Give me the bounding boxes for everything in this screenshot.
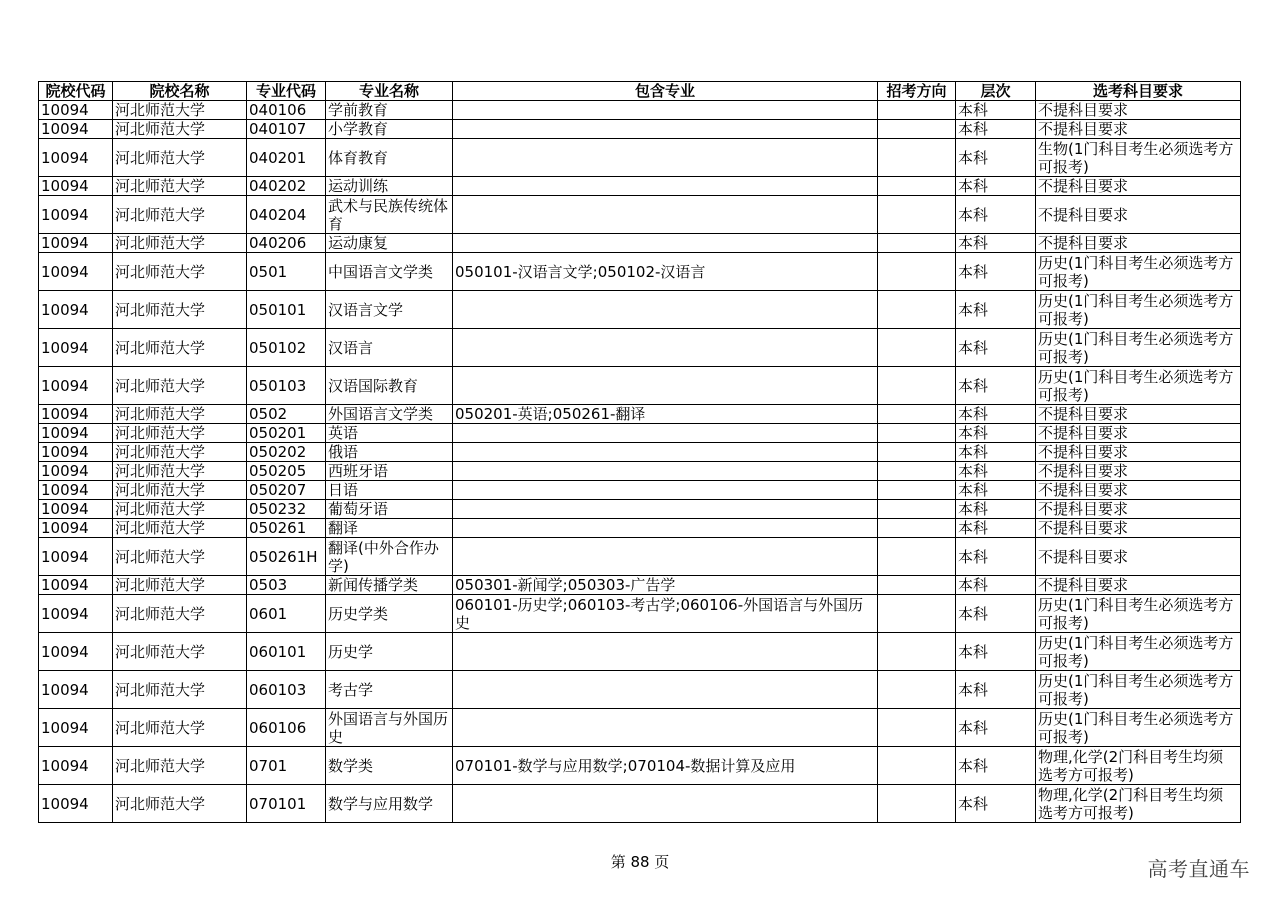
level-cell: 本科 xyxy=(956,538,1036,576)
table-row xyxy=(39,177,1241,196)
included-majors-cell xyxy=(453,671,878,709)
included-majors-cell xyxy=(453,424,878,443)
subject-requirement-cell: 不提科目要求 xyxy=(1036,462,1241,481)
direction-cell xyxy=(878,120,956,139)
level-cell: 本科 xyxy=(956,196,1036,234)
major-name-cell: 葡萄牙语 xyxy=(326,500,453,519)
table-row xyxy=(39,462,1241,481)
major-name-cell: 武术与民族传统体育 xyxy=(326,196,453,234)
table-row xyxy=(39,253,1241,291)
major-code-cell: 0503 xyxy=(247,576,326,595)
table-row xyxy=(39,234,1241,253)
subject-requirement-cell: 不提科目要求 xyxy=(1036,234,1241,253)
major-code-cell: 050102 xyxy=(247,329,326,367)
direction-cell xyxy=(878,443,956,462)
major-name-cell: 西班牙语 xyxy=(326,462,453,481)
table-row xyxy=(39,329,1241,367)
direction-cell xyxy=(878,405,956,424)
major-code-cell: 050205 xyxy=(247,462,326,481)
major-code-cell: 050202 xyxy=(247,443,326,462)
included-majors-cell: 050301-新闻学;050303-广告学 xyxy=(453,576,878,595)
major-code-cell: 050232 xyxy=(247,500,326,519)
major-code-cell: 050101 xyxy=(247,291,326,329)
included-majors-cell xyxy=(453,462,878,481)
school-code-cell: 10094 xyxy=(39,747,113,785)
major-code-cell: 040201 xyxy=(247,139,326,177)
school-code-cell: 10094 xyxy=(39,120,113,139)
school-name-cell: 河北师范大学 xyxy=(113,196,247,234)
table-row xyxy=(39,101,1241,120)
major-code-cell: 060101 xyxy=(247,633,326,671)
direction-cell xyxy=(878,785,956,823)
school-name-cell: 河北师范大学 xyxy=(113,709,247,747)
header-major-name: 专业名称 xyxy=(326,82,453,101)
level-cell: 本科 xyxy=(956,462,1036,481)
subject-requirement-cell: 历史(1门科目考生必须选考方可报考) xyxy=(1036,633,1241,671)
level-cell: 本科 xyxy=(956,120,1036,139)
school-code-cell: 10094 xyxy=(39,329,113,367)
table-body xyxy=(39,101,1241,823)
direction-cell xyxy=(878,291,956,329)
level-cell: 本科 xyxy=(956,234,1036,253)
table-row xyxy=(39,785,1241,823)
major-name-cell: 运动训练 xyxy=(326,177,453,196)
major-code-cell: 060106 xyxy=(247,709,326,747)
level-cell: 本科 xyxy=(956,519,1036,538)
direction-cell xyxy=(878,519,956,538)
school-name-cell: 河北师范大学 xyxy=(113,405,247,424)
school-name-cell: 河北师范大学 xyxy=(113,538,247,576)
table-row xyxy=(39,747,1241,785)
school-code-cell: 10094 xyxy=(39,500,113,519)
subject-requirement-cell: 生物(1门科目考生必须选考方可报考) xyxy=(1036,139,1241,177)
school-code-cell: 10094 xyxy=(39,462,113,481)
major-name-cell: 俄语 xyxy=(326,443,453,462)
header-level: 层次 xyxy=(956,82,1036,101)
major-code-cell: 050201 xyxy=(247,424,326,443)
included-majors-cell xyxy=(453,367,878,405)
level-cell: 本科 xyxy=(956,139,1036,177)
admissions-table xyxy=(38,81,1241,823)
school-name-cell: 河北师范大学 xyxy=(113,500,247,519)
included-majors-cell xyxy=(453,101,878,120)
subject-requirement-cell: 历史(1门科目考生必须选考方可报考) xyxy=(1036,671,1241,709)
direction-cell xyxy=(878,633,956,671)
table-row xyxy=(39,405,1241,424)
school-name-cell: 河北师范大学 xyxy=(113,576,247,595)
included-majors-cell: 050201-英语;050261-翻译 xyxy=(453,405,878,424)
subject-requirement-cell: 不提科目要求 xyxy=(1036,576,1241,595)
school-code-cell: 10094 xyxy=(39,291,113,329)
school-code-cell: 10094 xyxy=(39,139,113,177)
school-code-cell: 10094 xyxy=(39,576,113,595)
major-name-cell: 小学教育 xyxy=(326,120,453,139)
direction-cell xyxy=(878,671,956,709)
major-name-cell: 翻译 xyxy=(326,519,453,538)
major-code-cell: 050207 xyxy=(247,481,326,500)
subject-requirement-cell: 历史(1门科目考生必须选考方可报考) xyxy=(1036,253,1241,291)
major-code-cell: 050261 xyxy=(247,519,326,538)
included-majors-cell xyxy=(453,196,878,234)
major-name-cell: 学前教育 xyxy=(326,101,453,120)
level-cell: 本科 xyxy=(956,443,1036,462)
school-name-cell: 河北师范大学 xyxy=(113,424,247,443)
watermark: 高考直通车 xyxy=(1147,857,1250,881)
included-majors-cell xyxy=(453,291,878,329)
direction-cell xyxy=(878,538,956,576)
subject-requirement-cell: 历史(1门科目考生必须选考方可报考) xyxy=(1036,595,1241,633)
level-cell: 本科 xyxy=(956,253,1036,291)
school-name-cell: 河北师范大学 xyxy=(113,747,247,785)
included-majors-cell xyxy=(453,785,878,823)
table-row xyxy=(39,576,1241,595)
level-cell: 本科 xyxy=(956,747,1036,785)
major-code-cell: 040202 xyxy=(247,177,326,196)
table-row xyxy=(39,120,1241,139)
direction-cell xyxy=(878,139,956,177)
included-majors-cell xyxy=(453,234,878,253)
school-name-cell: 河北师范大学 xyxy=(113,234,247,253)
table-row xyxy=(39,538,1241,576)
included-majors-cell xyxy=(453,519,878,538)
major-code-cell: 040106 xyxy=(247,101,326,120)
direction-cell xyxy=(878,576,956,595)
header-direction: 招考方向 xyxy=(878,82,956,101)
included-majors-cell xyxy=(453,538,878,576)
direction-cell xyxy=(878,329,956,367)
direction-cell xyxy=(878,709,956,747)
table-row xyxy=(39,595,1241,633)
subject-requirement-cell: 不提科目要求 xyxy=(1036,500,1241,519)
school-code-cell: 10094 xyxy=(39,253,113,291)
major-name-cell: 汉语言文学 xyxy=(326,291,453,329)
school-code-cell: 10094 xyxy=(39,481,113,500)
subject-requirement-cell: 历史(1门科目考生必须选考方可报考) xyxy=(1036,367,1241,405)
table-row xyxy=(39,424,1241,443)
included-majors-cell: 050101-汉语言文学;050102-汉语言 xyxy=(453,253,878,291)
included-majors-cell xyxy=(453,443,878,462)
major-code-cell: 040107 xyxy=(247,120,326,139)
school-code-cell: 10094 xyxy=(39,234,113,253)
table-row xyxy=(39,291,1241,329)
major-name-cell: 考古学 xyxy=(326,671,453,709)
direction-cell xyxy=(878,196,956,234)
major-name-cell: 体育教育 xyxy=(326,139,453,177)
direction-cell xyxy=(878,481,956,500)
school-name-cell: 河北师范大学 xyxy=(113,785,247,823)
direction-cell xyxy=(878,462,956,481)
level-cell: 本科 xyxy=(956,785,1036,823)
major-name-cell: 外国语言与外国历史 xyxy=(326,709,453,747)
school-name-cell: 河北师范大学 xyxy=(113,253,247,291)
direction-cell xyxy=(878,595,956,633)
school-name-cell: 河北师范大学 xyxy=(113,139,247,177)
school-code-cell: 10094 xyxy=(39,367,113,405)
major-name-cell: 历史学类 xyxy=(326,595,453,633)
major-name-cell: 中国语言文学类 xyxy=(326,253,453,291)
major-name-cell: 数学与应用数学 xyxy=(326,785,453,823)
major-code-cell: 060103 xyxy=(247,671,326,709)
direction-cell xyxy=(878,424,956,443)
table-row xyxy=(39,443,1241,462)
school-code-cell: 10094 xyxy=(39,633,113,671)
table-row xyxy=(39,519,1241,538)
school-code-cell: 10094 xyxy=(39,424,113,443)
school-name-cell: 河北师范大学 xyxy=(113,481,247,500)
table-row xyxy=(39,633,1241,671)
school-name-cell: 河北师范大学 xyxy=(113,367,247,405)
major-code-cell: 050261H xyxy=(247,538,326,576)
direction-cell xyxy=(878,234,956,253)
school-name-cell: 河北师范大学 xyxy=(113,177,247,196)
school-code-cell: 10094 xyxy=(39,785,113,823)
subject-requirement-cell: 不提科目要求 xyxy=(1036,405,1241,424)
header-school-name: 院校名称 xyxy=(113,82,247,101)
level-cell: 本科 xyxy=(956,291,1036,329)
table-row xyxy=(39,500,1241,519)
subject-requirement-cell: 历史(1门科目考生必须选考方可报考) xyxy=(1036,329,1241,367)
school-name-cell: 河北师范大学 xyxy=(113,291,247,329)
major-code-cell: 0601 xyxy=(247,595,326,633)
level-cell: 本科 xyxy=(956,367,1036,405)
header-school-code: 院校代码 xyxy=(39,82,113,101)
table-row xyxy=(39,671,1241,709)
major-code-cell: 0502 xyxy=(247,405,326,424)
subject-requirement-cell: 不提科目要求 xyxy=(1036,177,1241,196)
table-row xyxy=(39,367,1241,405)
subject-requirement-cell: 不提科目要求 xyxy=(1036,424,1241,443)
level-cell: 本科 xyxy=(956,177,1036,196)
school-name-cell: 河北师范大学 xyxy=(113,671,247,709)
level-cell: 本科 xyxy=(956,576,1036,595)
major-name-cell: 数学类 xyxy=(326,747,453,785)
major-name-cell: 汉语国际教育 xyxy=(326,367,453,405)
table-row xyxy=(39,196,1241,234)
school-name-cell: 河北师范大学 xyxy=(113,595,247,633)
table-header-row xyxy=(39,82,1241,101)
direction-cell xyxy=(878,253,956,291)
major-name-cell: 外国语言文学类 xyxy=(326,405,453,424)
level-cell: 本科 xyxy=(956,633,1036,671)
school-code-cell: 10094 xyxy=(39,443,113,462)
major-code-cell: 0701 xyxy=(247,747,326,785)
school-code-cell: 10094 xyxy=(39,671,113,709)
subject-requirement-cell: 不提科目要求 xyxy=(1036,101,1241,120)
included-majors-cell xyxy=(453,120,878,139)
included-majors-cell: 060101-历史学;060103-考古学;060106-外国语言与外国历史 xyxy=(453,595,878,633)
school-code-cell: 10094 xyxy=(39,709,113,747)
major-name-cell: 运动康复 xyxy=(326,234,453,253)
school-code-cell: 10094 xyxy=(39,101,113,120)
major-name-cell: 英语 xyxy=(326,424,453,443)
level-cell: 本科 xyxy=(956,595,1036,633)
subject-requirement-cell: 物理,化学(2门科目考生均须选考方可报考) xyxy=(1036,747,1241,785)
level-cell: 本科 xyxy=(956,709,1036,747)
level-cell: 本科 xyxy=(956,671,1036,709)
subject-requirement-cell: 不提科目要求 xyxy=(1036,196,1241,234)
subject-requirement-cell: 物理,化学(2门科目考生均须选考方可报考) xyxy=(1036,785,1241,823)
major-name-cell: 新闻传播学类 xyxy=(326,576,453,595)
school-code-cell: 10094 xyxy=(39,196,113,234)
subject-requirement-cell: 不提科目要求 xyxy=(1036,538,1241,576)
major-code-cell: 050103 xyxy=(247,367,326,405)
major-code-cell: 040204 xyxy=(247,196,326,234)
level-cell: 本科 xyxy=(956,101,1036,120)
header-included-majors: 包含专业 xyxy=(453,82,878,101)
school-name-cell: 河北师范大学 xyxy=(113,462,247,481)
included-majors-cell xyxy=(453,481,878,500)
school-name-cell: 河北师范大学 xyxy=(113,101,247,120)
subject-requirement-cell: 不提科目要求 xyxy=(1036,519,1241,538)
direction-cell xyxy=(878,367,956,405)
school-name-cell: 河北师范大学 xyxy=(113,633,247,671)
school-code-cell: 10094 xyxy=(39,177,113,196)
level-cell: 本科 xyxy=(956,481,1036,500)
subject-requirement-cell: 历史(1门科目考生必须选考方可报考) xyxy=(1036,291,1241,329)
school-name-cell: 河北师范大学 xyxy=(113,443,247,462)
school-name-cell: 河北师范大学 xyxy=(113,120,247,139)
school-name-cell: 河北师范大学 xyxy=(113,329,247,367)
major-name-cell: 历史学 xyxy=(326,633,453,671)
included-majors-cell xyxy=(453,709,878,747)
school-code-cell: 10094 xyxy=(39,519,113,538)
major-code-cell: 0501 xyxy=(247,253,326,291)
school-code-cell: 10094 xyxy=(39,405,113,424)
level-cell: 本科 xyxy=(956,405,1036,424)
included-majors-cell xyxy=(453,329,878,367)
major-code-cell: 040206 xyxy=(247,234,326,253)
included-majors-cell xyxy=(453,500,878,519)
header-major-code: 专业代码 xyxy=(247,82,326,101)
subject-requirement-cell: 不提科目要求 xyxy=(1036,120,1241,139)
subject-requirement-cell: 历史(1门科目考生必须选考方可报考) xyxy=(1036,709,1241,747)
direction-cell xyxy=(878,747,956,785)
direction-cell xyxy=(878,101,956,120)
level-cell: 本科 xyxy=(956,329,1036,367)
header-subject-requirement: 选考科目要求 xyxy=(1036,82,1241,101)
included-majors-cell xyxy=(453,177,878,196)
level-cell: 本科 xyxy=(956,500,1036,519)
table-row xyxy=(39,709,1241,747)
major-name-cell: 汉语言 xyxy=(326,329,453,367)
included-majors-cell xyxy=(453,633,878,671)
school-code-cell: 10094 xyxy=(39,538,113,576)
table-row xyxy=(39,139,1241,177)
school-name-cell: 河北师范大学 xyxy=(113,519,247,538)
major-name-cell: 翻译(中外合作办学) xyxy=(326,538,453,576)
school-code-cell: 10094 xyxy=(39,595,113,633)
table-row xyxy=(39,481,1241,500)
level-cell: 本科 xyxy=(956,424,1036,443)
included-majors-cell xyxy=(453,139,878,177)
direction-cell xyxy=(878,177,956,196)
major-name-cell: 日语 xyxy=(326,481,453,500)
direction-cell xyxy=(878,500,956,519)
subject-requirement-cell: 不提科目要求 xyxy=(1036,443,1241,462)
page-number: 第 88 页 xyxy=(610,853,670,871)
included-majors-cell: 070101-数学与应用数学;070104-数据计算及应用 xyxy=(453,747,878,785)
major-code-cell: 070101 xyxy=(247,785,326,823)
subject-requirement-cell: 不提科目要求 xyxy=(1036,481,1241,500)
